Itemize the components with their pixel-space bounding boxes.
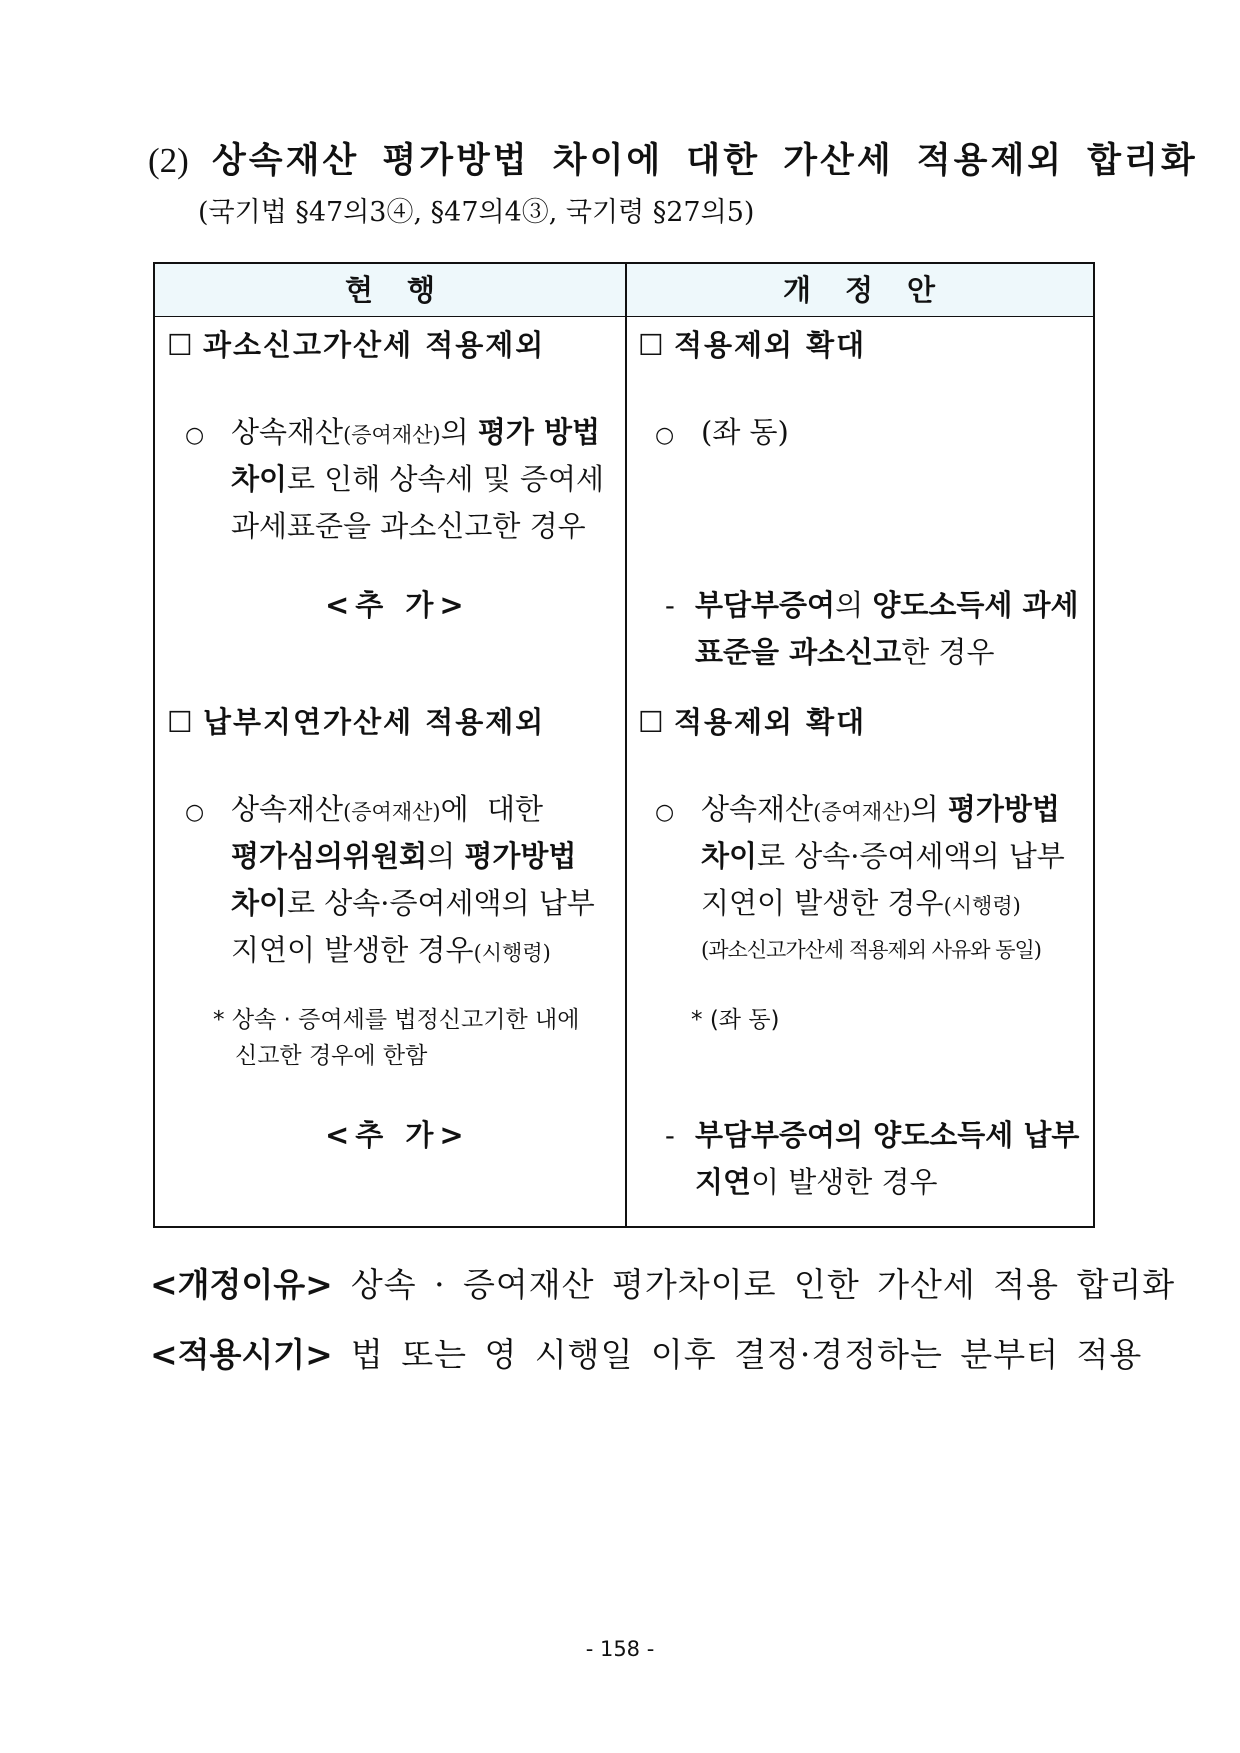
column-divider [625,264,627,1226]
proposed-section1-title: ☐ 적용제외 확대 [638,328,867,362]
current-s1-line3: 과세표준을 과소신고한 경우 [231,509,586,543]
effective-text: 법 또는 영 시행일 이후 결정·경정하는 분부터 적용 [350,1335,1143,1374]
proposed-section2-title: ☐ 적용제외 확대 [638,705,867,739]
checkbox-square-icon: ☐ [167,328,193,362]
current-s2-line2: 평가심의위원회의 평가방법 [231,839,577,873]
proposed-dash1-line2: 표준을 과소신고한 경우 [695,635,995,669]
checkbox-square-icon: ☐ [638,705,664,739]
effective-date [150,1332,1142,1378]
current-s2-line1: ○ 상속재산(증여재산)에 대한 [185,786,543,836]
current-s2-line3: 차이로 상속·증여세액의 납부 [231,886,595,920]
current-s1-line1: ○ 상속재산(증여재산)의 평가 방법 [185,409,600,459]
checkbox-square-icon: ☐ [167,705,193,739]
asterisk-icon: * [691,1007,710,1033]
circle-bullet-icon: ○ [185,423,205,448]
proposed-s1-line1: ○ (좌 동) [655,409,789,459]
legal-reference: (국기법 §47의3④, §47의4③, 국기령 §27의5) [198,197,755,228]
reason-text: 상속 · 증여재산 평가차이로 인한 가산세 적용 합리화 [350,1265,1176,1304]
current-section1-title: ☐ 과소신고가산세 적용제외 [167,328,546,362]
proposed-dash2-line2: 지연이 발생한 경우 [695,1165,938,1199]
section-number: (2) [148,141,189,180]
proposed-note: * (좌 동) [691,1007,780,1033]
header-proposed: 개정안 [782,273,970,307]
proposed-dash1-line1: - 부담부증여의 양도소득세 과세 [665,582,1079,628]
proposed-dash2-line1: - 부담부증여의 양도소득세 납부 [665,1112,1079,1158]
checkbox-square-icon: ☐ [638,328,664,362]
current-section2-title: ☐ 납부지연가산세 적용제외 [167,705,546,739]
section-title: 상속재산 평가방법 차이에 대한 가산세 적용제외 합리화 [211,141,1198,181]
current-note-line1: * 상속 · 증여세를 법정신고기한 내에 [213,1007,580,1033]
circle-bullet-icon: ○ [655,800,675,825]
comparison-table [153,262,1095,1228]
header-current: 현행 [344,273,470,307]
dash-bullet-icon: - [665,1118,675,1152]
proposed-s2-line4: (과소신고가산세 적용제외 사유와 동일) [701,938,1041,962]
current-s2-line4: 지연이 발생한 경우(시행령) [231,933,551,967]
current-s1-line2: 차이로 인해 상속세 및 증여세 [231,462,605,496]
proposed-s2-line2: 차이로 상속·증여세액의 납부 [701,839,1065,873]
circle-bullet-icon: ○ [655,423,675,448]
table-header [155,264,1093,317]
amendment-reason [150,1262,1175,1308]
circle-bullet-icon: ○ [185,800,205,825]
proposed-s2-line3: 지연이 발생한 경우(시행령) [701,886,1021,920]
current-add2: <추 가> [325,1118,470,1152]
section-heading [148,138,1198,184]
proposed-s2-line1: ○ 상속재산(증여재산)의 평가방법 [655,786,1060,836]
effective-label: <적용시기> [150,1335,333,1374]
reason-label: <개정이유> [150,1265,333,1304]
current-add1: <추 가> [325,588,470,622]
current-note-line2: 신고한 경우에 한함 [235,1043,428,1069]
page-number: - 158 - [585,1637,655,1661]
dash-bullet-icon: - [665,588,675,622]
asterisk-icon: * [213,1007,232,1033]
